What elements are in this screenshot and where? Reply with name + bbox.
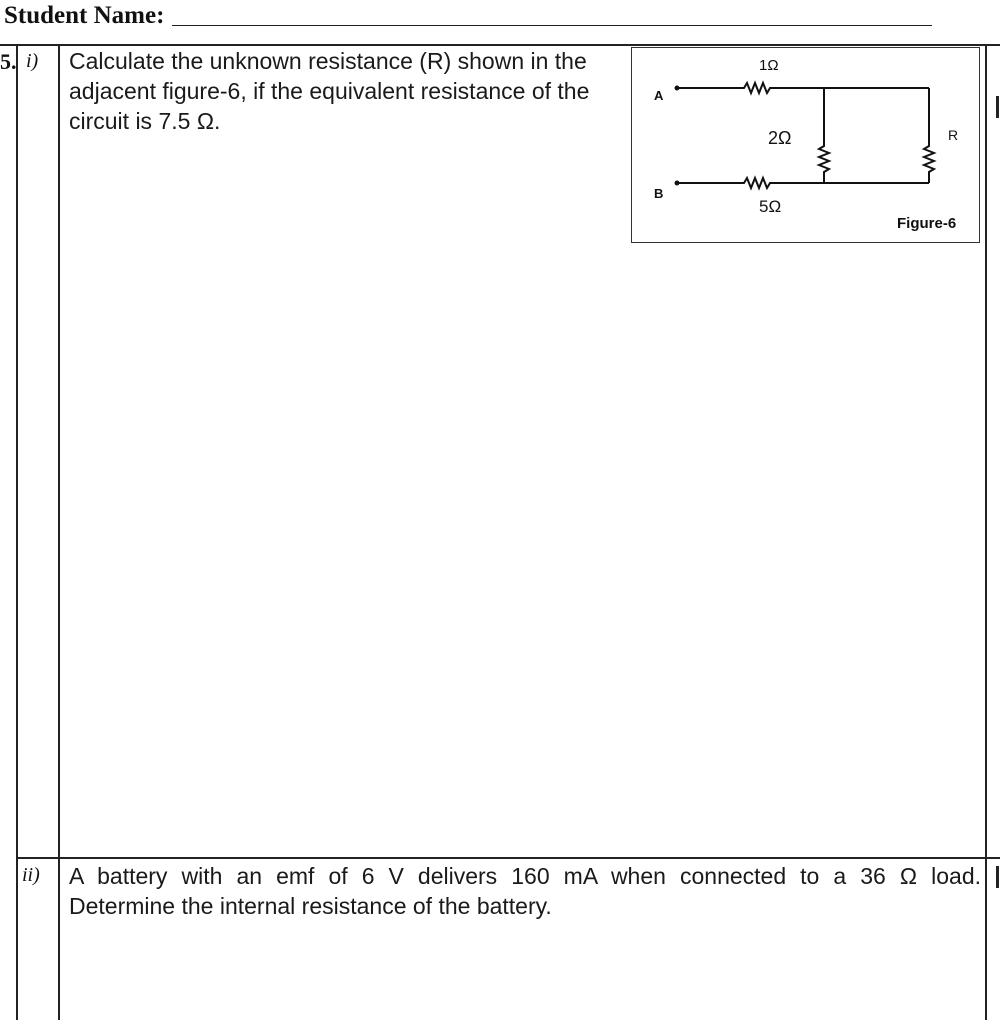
part-i-text bbox=[69, 46, 629, 136]
right-border bbox=[985, 44, 987, 1020]
part-i-label: i) bbox=[26, 50, 39, 72]
part-i-line-3: circuit is 7.5 Ω. bbox=[69, 108, 221, 134]
part-ii-text bbox=[69, 861, 981, 921]
student-name-label: Student Name: bbox=[4, 2, 165, 29]
r2-resistor bbox=[819, 88, 829, 183]
part-i-line-1: Calculate the unknown resistance (R) shown in the bbox=[69, 48, 587, 74]
figure-caption: Figure-6 bbox=[897, 215, 957, 232]
bottom-wire bbox=[677, 178, 929, 188]
number-column-divider bbox=[16, 44, 18, 1020]
part-column-divider bbox=[58, 44, 60, 1020]
row-divider bbox=[16, 857, 1000, 859]
circuit-diagram bbox=[632, 48, 981, 244]
part-i-line-2: adjacent figure-6, if the equivalent resistance of the bbox=[69, 78, 590, 104]
terminal-a-label: A bbox=[654, 88, 664, 103]
part-ii-label: ii) bbox=[22, 864, 40, 886]
terminal-b-dot bbox=[675, 181, 680, 186]
r3-label: R bbox=[948, 127, 959, 143]
r-resistor bbox=[924, 88, 934, 183]
student-name-blank[interactable] bbox=[172, 25, 932, 26]
terminal-a-dot bbox=[675, 86, 680, 91]
margin-mark-bottom bbox=[996, 866, 999, 888]
r2-label: 2Ω bbox=[768, 128, 792, 148]
part-ii-line-2: Determine the internal resistance of the battery. bbox=[69, 893, 552, 919]
r1-label: 1Ω bbox=[759, 57, 779, 74]
question-number: 5. bbox=[0, 49, 17, 74]
margin-mark-top bbox=[996, 96, 999, 118]
part-ii-line-1: A battery with an emf of 6 V delivers 160 mA when connected to a 36 Ω load. bbox=[69, 863, 981, 889]
r4-label: 5Ω bbox=[759, 197, 782, 216]
circuit-figure bbox=[631, 47, 980, 243]
terminal-b-label: B bbox=[654, 186, 664, 201]
top-wire bbox=[677, 83, 824, 93]
